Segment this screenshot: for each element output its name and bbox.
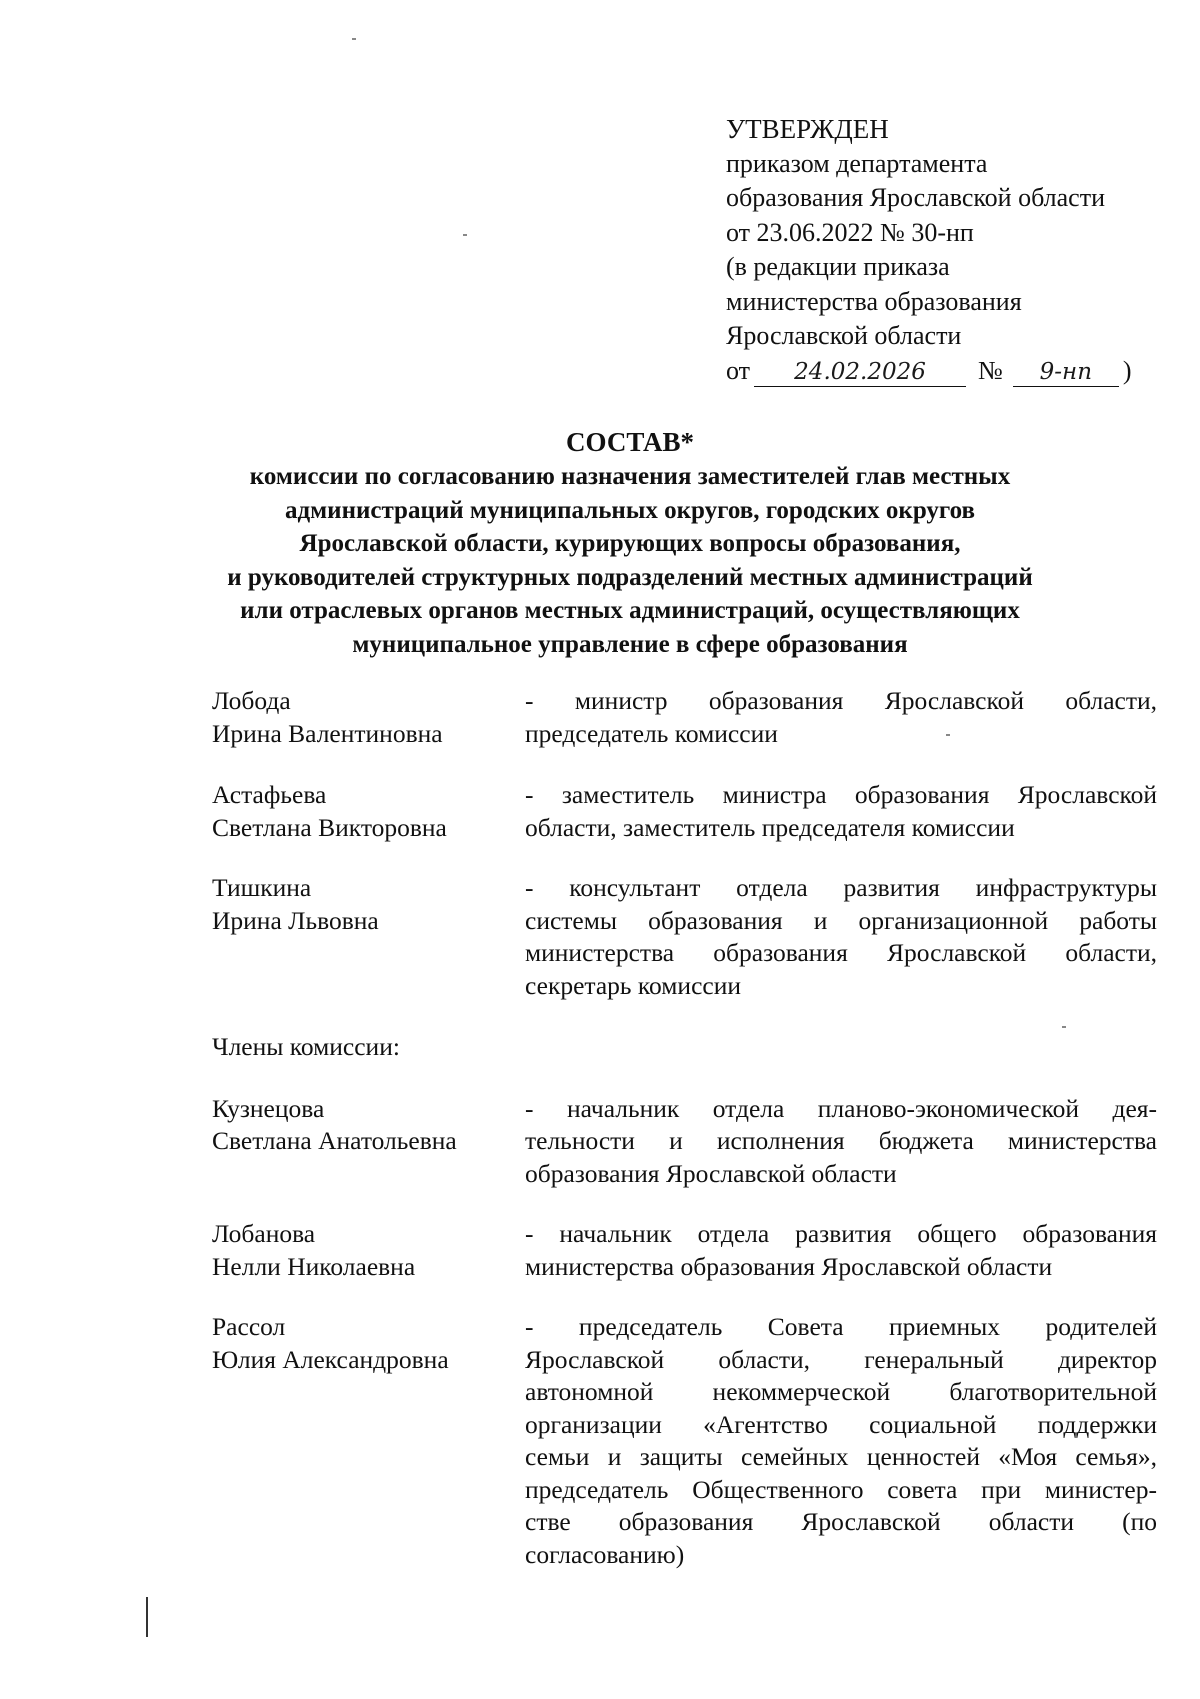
role-line: автономной некоммерческой благотворительной <box>525 1377 1157 1406</box>
commission-list <box>212 685 1162 1571</box>
member-given-names: Светлана Викторовна <box>212 812 447 842</box>
member-name <box>212 685 525 750</box>
role-line: - начальник отдела развития общего образования <box>525 1219 1157 1248</box>
role-line: образования Ярославской области <box>525 1158 897 1188</box>
member-given-names: Ирина Львовна <box>212 905 379 935</box>
scan-speck <box>946 734 950 736</box>
closing-paren: ) <box>1122 355 1132 385</box>
member-surname: Лобанова <box>212 1219 316 1248</box>
document-subtitle-line: Ярославской области, курирующих вопросы образования, <box>299 530 961 557</box>
role-line: Ярославской области, генеральный директор <box>525 1344 1157 1374</box>
role-line: - заместитель министра образования Ярославской <box>525 780 1157 809</box>
member-name <box>212 1311 525 1571</box>
member-given-names: Нелли Николаевна <box>212 1251 416 1281</box>
member-surname: Рассол <box>212 1312 286 1341</box>
approval-title: УТВЕРЖДЕН <box>726 114 889 144</box>
member-given-names: Ирина Валентиновна <box>212 718 443 748</box>
date-prefix: от <box>726 355 751 385</box>
role-line: организации «Агентство социальной поддержки <box>525 1409 1157 1439</box>
approval-stamp <box>726 112 1176 388</box>
approval-line: Ярославской области <box>726 321 962 350</box>
member-role <box>525 1093 1157 1191</box>
scan-speck <box>1062 1026 1066 1028</box>
role-line: министерства образования Ярославской области, <box>525 938 1157 967</box>
commission-entry <box>212 1311 1162 1571</box>
member-role <box>525 1218 1157 1283</box>
commission-entry <box>212 685 1162 750</box>
approval-line: образования Ярославской области <box>726 183 1105 212</box>
approval-line: от 23.06.2022 № 30-нп <box>726 217 974 247</box>
role-line: - министр образования Ярославской области, <box>525 686 1157 715</box>
member-surname: Кузнецова <box>212 1093 325 1123</box>
handwritten-date: 24.02.2026 <box>754 358 966 387</box>
member-name <box>212 779 525 844</box>
commission-entry <box>212 1093 1162 1191</box>
role-line: секретарь комиссии <box>525 970 742 1000</box>
scan-speck <box>463 234 467 236</box>
member-role <box>525 1311 1157 1571</box>
role-line: - начальник отдела планово-экономической дея- <box>525 1093 1157 1123</box>
role-line: согласованию) <box>525 1539 685 1569</box>
member-surname: Тишкина <box>212 873 312 902</box>
member-given-names: Светлана Анатольевна <box>212 1126 457 1155</box>
member-name <box>212 872 525 1002</box>
role-line: системы образования и организационной работы <box>525 905 1157 935</box>
members-heading: Члены комиссии: <box>212 1032 400 1061</box>
document-subtitle-line: муниципальное управление в сфере образования <box>352 630 908 658</box>
scan-speck <box>352 38 356 40</box>
role-line: председатель комиссии <box>525 718 778 748</box>
member-surname: Астафьева <box>212 780 327 809</box>
member-role <box>525 872 1157 1002</box>
commission-entry <box>212 1218 1162 1283</box>
document-subtitle-line: или отраслевых органов местных администраций, осуществляющих <box>240 597 1020 624</box>
approval-sign-line <box>726 354 1176 389</box>
document-subtitle-line: и руководителей структурных подразделений местных администраций <box>227 563 1033 591</box>
member-role <box>525 779 1157 844</box>
document-title: СОСТАВ* <box>566 427 694 457</box>
role-line: - председатель Совета приемных родителей <box>525 1312 1157 1341</box>
approval-line: министерства образования <box>726 286 1022 316</box>
approval-line: (в редакции приказа <box>726 252 950 281</box>
handwritten-number: 9-нп <box>1013 358 1119 387</box>
document-subtitle-line: комиссии по согласованию назначения заместителей глав местных <box>249 463 1011 490</box>
role-line: председатель Общественного совета при министер- <box>525 1474 1157 1504</box>
member-name <box>212 1218 525 1283</box>
document-heading <box>130 424 1130 661</box>
number-label: № <box>978 355 1003 385</box>
commission-entry <box>212 779 1162 844</box>
scan-margin-mark <box>146 1597 148 1637</box>
role-line: министерства образования Ярославской области <box>525 1251 1053 1281</box>
member-surname: Лобода <box>212 686 291 715</box>
document-subtitle-line: администраций муниципальных округов, городских округов <box>284 496 975 524</box>
commission-entry <box>212 872 1162 1002</box>
member-given-names: Юлия Александровна <box>212 1344 449 1374</box>
role-line: семьи и защиты семейных ценностей «Моя семья», <box>525 1442 1157 1471</box>
approval-line: приказом департамента <box>726 148 988 178</box>
role-line: стве образования Ярославской области (по <box>525 1507 1157 1536</box>
member-role <box>525 685 1157 750</box>
member-name <box>212 1093 525 1191</box>
role-line: - консультант отдела развития инфраструктуры <box>525 873 1157 902</box>
role-line: области, заместитель председателя комиссии <box>525 812 1015 842</box>
role-line: тельности и исполнения бюджета министерства <box>525 1126 1157 1155</box>
